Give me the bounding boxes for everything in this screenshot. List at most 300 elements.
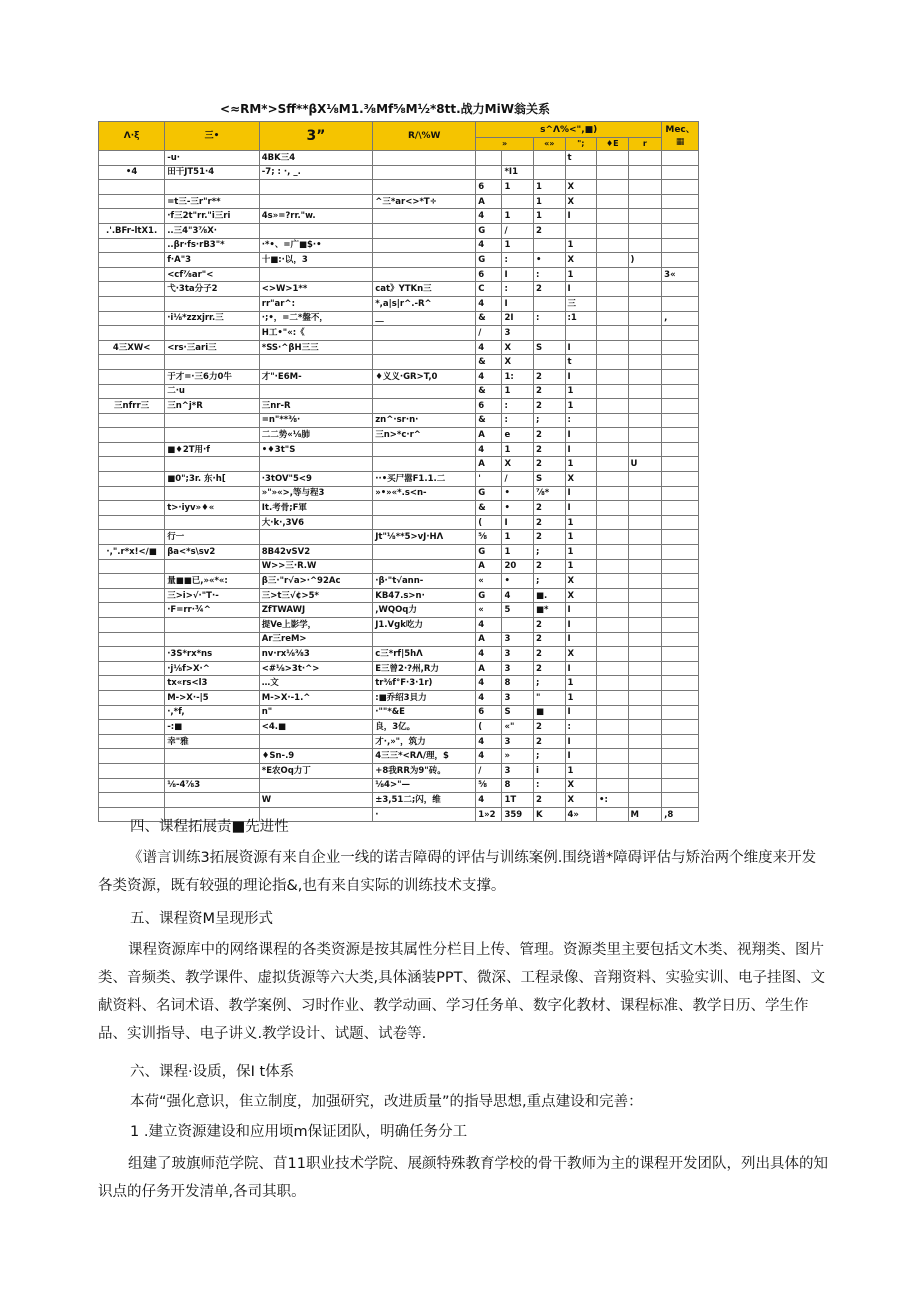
table-cell: 1: [533, 194, 565, 209]
table-cell: <cf⅞ar"<: [165, 267, 260, 282]
table-cell: 三nr-R: [259, 399, 372, 414]
table-row: [99, 209, 699, 224]
table-cell: ,WQOq力: [373, 603, 476, 618]
table-cell: [662, 603, 699, 618]
table-cell: 4: [476, 442, 502, 457]
table-row: [99, 194, 699, 209]
table-cell: -7; : ·, _.: [259, 165, 372, 180]
table-cell: [628, 501, 662, 516]
table-cell: [662, 749, 699, 764]
table-cell: (: [476, 515, 502, 530]
table-cell: [662, 778, 699, 793]
table-cell: [373, 151, 476, 166]
table-cell: 大·k·,3V6: [259, 515, 372, 530]
table-cell: [628, 267, 662, 282]
table-cell: [597, 515, 629, 530]
table-cell: 1: [502, 209, 534, 224]
table-cell: 4: [476, 369, 502, 384]
table-cell: <>W>1**: [259, 282, 372, 297]
table-cell: [99, 472, 165, 487]
table-cell: [597, 151, 629, 166]
section-5-heading: 五、课程资M呈现形式: [130, 911, 274, 927]
table-cell: [99, 369, 165, 384]
table-cell: :: [502, 253, 534, 268]
subheader-4: ♦E: [597, 138, 629, 151]
table-cell: ·i⅛*zzxjrr.三: [165, 311, 260, 326]
section-6-text-2: 1 .建立资源建设和应用顷m保证团队，明确任务分工: [130, 1124, 468, 1140]
table-cell: [628, 588, 662, 603]
table-row: [99, 384, 699, 399]
table-cell: 三nfrr三: [99, 399, 165, 414]
table-cell: [99, 282, 165, 297]
table-cell: 4: [476, 734, 502, 749]
table-cell: [597, 472, 629, 487]
table-cell: [165, 457, 260, 472]
table-cell: [99, 690, 165, 705]
grid-icon: ▦: [675, 137, 685, 147]
table-cell: [597, 734, 629, 749]
table-cell: [662, 326, 699, 341]
table-cell: [597, 690, 629, 705]
table-cell: 4: [476, 296, 502, 311]
table-row: [99, 369, 699, 384]
table-cell: 2: [533, 399, 565, 414]
resource-table: [98, 121, 699, 822]
table-cell: [597, 326, 629, 341]
table-cell: 2: [533, 632, 565, 647]
table-row: [99, 472, 699, 487]
table-cell: 2: [533, 501, 565, 516]
table-cell: 才"·E6M-: [259, 369, 372, 384]
table-cell: [662, 588, 699, 603]
table-cell: [165, 515, 260, 530]
table-cell: ..βr·fs·rB3"*: [165, 238, 260, 253]
table-cell: e: [502, 428, 534, 443]
table-cell: ·F=rr·¾^: [165, 603, 260, 618]
table-cell: [628, 734, 662, 749]
table-cell: 三n>*c·r^: [373, 428, 476, 443]
table-cell: [628, 311, 662, 326]
table-cell: I: [565, 369, 597, 384]
table-cell: [662, 282, 699, 297]
table-cell: [597, 501, 629, 516]
table-cell: [99, 559, 165, 574]
table-cell: [597, 807, 629, 822]
table-cell: [99, 501, 165, 516]
table-cell: <rs·三ari三: [165, 340, 260, 355]
table-cell: ·,".r*x!<∕■: [99, 545, 165, 560]
table-cell: [373, 223, 476, 238]
table-cell: X: [565, 472, 597, 487]
table-cell: [662, 384, 699, 399]
table-cell: 3: [502, 647, 534, 662]
table-cell: [165, 355, 260, 370]
table-row: [99, 501, 699, 516]
table-cell: 1: [565, 457, 597, 472]
table-cell: /: [476, 763, 502, 778]
table-cell: 1: [533, 209, 565, 224]
table-cell: X: [565, 574, 597, 589]
table-cell: …文: [259, 676, 372, 691]
table-cell: 1: [565, 763, 597, 778]
table-cell: [662, 340, 699, 355]
table-cell: 2: [533, 457, 565, 472]
table-cell: [99, 326, 165, 341]
table-cell: [662, 793, 699, 808]
table-cell: ;: [533, 574, 565, 589]
table-cell: [99, 515, 165, 530]
table-cell: 2: [533, 734, 565, 749]
section-4-heading: 四、课程拓展责■先进性: [130, 819, 289, 835]
table-cell: [662, 545, 699, 560]
table-cell: 三n^j*R: [165, 399, 260, 414]
table-cell: [165, 793, 260, 808]
table-cell: ■♦2T用·f: [165, 442, 260, 457]
table-title: <≈RM*>Sff**βX⅛M1.⅜Mf⅝M½*8tt.战力MiW翁关系: [220, 102, 550, 116]
table-row: [99, 223, 699, 238]
table-cell: 1: [565, 559, 597, 574]
subheader-5: r: [628, 138, 662, 151]
table-cell: 才·,»"，筑力: [373, 734, 476, 749]
table-cell: 2: [533, 793, 565, 808]
table-cell: S: [533, 472, 565, 487]
table-cell: zn^·sr·n·: [373, 413, 476, 428]
table-row: [99, 355, 699, 370]
table-cell: [165, 749, 260, 764]
table-cell: ··•买尸嚣F1.1.二: [373, 472, 476, 487]
table-cell: [597, 209, 629, 224]
table-row: [99, 515, 699, 530]
table-cell: [597, 574, 629, 589]
table-cell: G: [476, 486, 502, 501]
table-cell: U: [628, 457, 662, 472]
table-cell: [662, 690, 699, 705]
table-cell: [373, 253, 476, 268]
table-row: [99, 413, 699, 428]
table-cell: A: [476, 457, 502, 472]
table-cell: 1: [502, 545, 534, 560]
table-cell: [597, 165, 629, 180]
table-cell: [99, 151, 165, 166]
table-row: [99, 690, 699, 705]
table-cell: [99, 618, 165, 633]
table-cell: •:: [597, 793, 629, 808]
table-cell: [628, 603, 662, 618]
table-cell: A: [476, 661, 502, 676]
table-cell: [597, 603, 629, 618]
table-cell: [99, 749, 165, 764]
table-cell: ;: [533, 749, 565, 764]
table-cell: [662, 472, 699, 487]
table-cell: -u·: [165, 151, 260, 166]
table-cell: ■*: [533, 603, 565, 618]
table-cell: [662, 253, 699, 268]
table-cell: f·A"3: [165, 253, 260, 268]
table-cell: [99, 413, 165, 428]
table-cell: [628, 369, 662, 384]
table-cell: 8: [502, 778, 534, 793]
table-cell: [662, 194, 699, 209]
header-col4: R/\%W: [373, 122, 476, 151]
table-cell: [662, 734, 699, 749]
table-cell: [628, 238, 662, 253]
table-row: [99, 151, 699, 166]
table-cell: [502, 151, 534, 166]
table-cell: [662, 209, 699, 224]
table-cell: 6: [476, 267, 502, 282]
table-cell: 6: [476, 705, 502, 720]
table-cell: 三>i>√·"T·-: [165, 588, 260, 603]
table-cell: ♦义义·GR>T,0: [373, 369, 476, 384]
table-cell: [662, 413, 699, 428]
table-cell: [373, 399, 476, 414]
table-cell: 1: [502, 442, 534, 457]
table-cell: [628, 778, 662, 793]
table-cell: 8: [502, 676, 534, 691]
table-cell: ⅝: [476, 778, 502, 793]
table-cell: 2: [533, 661, 565, 676]
table-cell: 4: [476, 690, 502, 705]
table-cell: 3«: [662, 267, 699, 282]
table-cell: [662, 442, 699, 457]
table-cell: X: [565, 793, 597, 808]
table-cell: ·: [373, 807, 476, 822]
table-cell: I: [565, 734, 597, 749]
table-cell: [628, 515, 662, 530]
table-cell: [628, 413, 662, 428]
table-cell: 十■:·以，3: [259, 253, 372, 268]
table-row: [99, 267, 699, 282]
table-cell: 田干JT51·4: [165, 165, 260, 180]
table-cell: *SS·^βH三三: [259, 340, 372, 355]
table-cell: I: [565, 428, 597, 443]
table-cell: *E农Oq力丁: [259, 763, 372, 778]
table-cell: i: [533, 763, 565, 778]
table-body: [99, 151, 699, 822]
table-row: [99, 676, 699, 691]
table-cell: [373, 384, 476, 399]
table-row: [99, 282, 699, 297]
table-cell: :: [533, 311, 565, 326]
table-cell: ;: [533, 545, 565, 560]
table-cell: 2: [533, 720, 565, 735]
table-cell: [476, 165, 502, 180]
table-cell: I: [565, 603, 597, 618]
table-cell: [597, 778, 629, 793]
table-cell: [597, 428, 629, 443]
table-cell: [628, 223, 662, 238]
table-cell: ■.: [533, 588, 565, 603]
table-cell: [662, 355, 699, 370]
table-cell: ±3,51二;闪，维: [373, 793, 476, 808]
table-cell: [662, 763, 699, 778]
table-cell: [99, 428, 165, 443]
table-cell: /: [476, 326, 502, 341]
table-cell: [597, 180, 629, 195]
table-cell: A: [476, 559, 502, 574]
table-cell: [373, 326, 476, 341]
table-cell: ·j⅛f>X·^: [165, 661, 260, 676]
table-cell: [628, 705, 662, 720]
table-cell: X: [565, 180, 597, 195]
table-cell: X: [502, 340, 534, 355]
table-row: [99, 442, 699, 457]
table-cell: [259, 180, 372, 195]
table-cell: 4: [476, 793, 502, 808]
table-cell: 二二势«⅛肺: [259, 428, 372, 443]
table-cell: W>>三·R.W: [259, 559, 372, 574]
table-cell: 1: [565, 384, 597, 399]
table-cell: ⅞*: [533, 486, 565, 501]
table-cell: 2: [533, 428, 565, 443]
table-cell: 4»: [565, 807, 597, 822]
table-cell: [99, 355, 165, 370]
table-cell: X: [565, 647, 597, 662]
table-cell: ;: [533, 413, 565, 428]
table-cell: [628, 296, 662, 311]
table-row: [99, 486, 699, 501]
table-cell: [597, 486, 629, 501]
table-header-row: [99, 122, 699, 138]
table-cell: 幸"雅: [165, 734, 260, 749]
table-cell: 行一: [165, 530, 260, 545]
table-cell: [597, 442, 629, 457]
table-cell: [597, 720, 629, 735]
table-cell: ·f三2t"rr."i三ri: [165, 209, 260, 224]
table-cell: [597, 399, 629, 414]
table-cell: ·""*&E: [373, 705, 476, 720]
table-cell: X: [565, 778, 597, 793]
table-cell: [597, 267, 629, 282]
table-cell: :: [565, 413, 597, 428]
table-cell: 4s»=?rr."w.: [259, 209, 372, 224]
table-cell: [597, 282, 629, 297]
table-cell: [99, 311, 165, 326]
table-cell: [373, 238, 476, 253]
table-cell: [628, 690, 662, 705]
table-cell: 2: [533, 384, 565, 399]
table-cell: 1:: [502, 369, 534, 384]
table-cell: 良，3亿。: [373, 720, 476, 735]
table-cell: 2: [533, 282, 565, 297]
table-cell: H工•"«:《: [259, 326, 372, 341]
header-col2: 三•: [165, 122, 260, 151]
table-cell: 3: [502, 326, 534, 341]
table-cell: 6: [476, 180, 502, 195]
table-cell: «": [502, 720, 534, 735]
table-cell: [662, 720, 699, 735]
table-cell: [99, 763, 165, 778]
table-row: [99, 428, 699, 443]
table-cell: &: [476, 311, 502, 326]
table-cell: [259, 778, 372, 793]
table-cell: 二·u: [165, 384, 260, 399]
table-cell: [628, 194, 662, 209]
table-cell: X: [565, 588, 597, 603]
table-cell: •♦3t"S: [259, 442, 372, 457]
table-cell: :: [533, 778, 565, 793]
table-cell: [628, 340, 662, 355]
table-cell: [165, 632, 260, 647]
table-row: [99, 778, 699, 793]
table-cell: ⅝: [476, 530, 502, 545]
table-cell: +8我RR为9"砖。: [373, 763, 476, 778]
table-cell: 1: [565, 238, 597, 253]
table-row: [99, 647, 699, 662]
table-cell: [662, 647, 699, 662]
table-cell: -:■: [165, 720, 260, 735]
table-cell: [597, 545, 629, 560]
table-row: [99, 326, 699, 341]
table-cell: [99, 442, 165, 457]
table-cell: [165, 296, 260, 311]
table-cell: [99, 457, 165, 472]
table-cell: [99, 574, 165, 589]
table-cell: 1: [502, 180, 534, 195]
subheader-2: «»: [533, 138, 565, 151]
table-cell: &: [476, 355, 502, 370]
table-cell: [99, 661, 165, 676]
table-cell: [373, 340, 476, 355]
table-cell: [165, 413, 260, 428]
table-cell: [662, 632, 699, 647]
table-cell: [597, 632, 629, 647]
table-cell: rr"ar^:: [259, 296, 372, 311]
table-cell: [662, 486, 699, 501]
table-cell: I: [502, 296, 534, 311]
subheader-1: »: [476, 138, 534, 151]
table-cell: [259, 734, 372, 749]
table-cell: I: [565, 501, 597, 516]
table-cell: tx«rs<l3: [165, 676, 260, 691]
table-cell: [533, 296, 565, 311]
table-row: [99, 457, 699, 472]
table-cell: [99, 194, 165, 209]
table-row: [99, 574, 699, 589]
table-cell: .'.BFr-ltX1.: [99, 223, 165, 238]
table-cell: [662, 296, 699, 311]
table-cell: It.考骨;F軍: [259, 501, 372, 516]
table-cell: [628, 282, 662, 297]
table-row: [99, 749, 699, 764]
table-row: [99, 559, 699, 574]
section-6-text-1: 本荷“强化意识，隹立制度，加强研究，改进质量”的指导思想,重点建设和完善：: [130, 1094, 643, 1110]
table-cell: I: [565, 442, 597, 457]
table-cell: ■0";3r. 东·h[: [165, 472, 260, 487]
table-cell: 3: [502, 661, 534, 676]
table-row: [99, 340, 699, 355]
table-cell: I: [565, 486, 597, 501]
table-cell: [373, 632, 476, 647]
table-cell: [533, 355, 565, 370]
table-cell: [99, 647, 165, 662]
table-cell: ': [476, 472, 502, 487]
table-row: [99, 311, 699, 326]
table-cell: X: [565, 194, 597, 209]
table-row: [99, 588, 699, 603]
table-cell: [259, 267, 372, 282]
section-4-text: 《谱言训练3拓展资源有来自企业一线的诺吉障碍的评估与训练案例.围绕谱*障碍评估与矫治两个维度来开发各类资源，既有较强的理论指&,也有来自实际的训练技术支撑。: [98, 850, 817, 894]
table-row: [99, 180, 699, 195]
table-cell: [628, 661, 662, 676]
table-cell: G: [476, 545, 502, 560]
table-cell: tr⅜f°F·3·1r): [373, 676, 476, 691]
table-cell: [373, 515, 476, 530]
table-cell: 1: [565, 267, 597, 282]
table-cell: :: [533, 267, 565, 282]
table-cell: [99, 734, 165, 749]
table-cell: [99, 384, 165, 399]
